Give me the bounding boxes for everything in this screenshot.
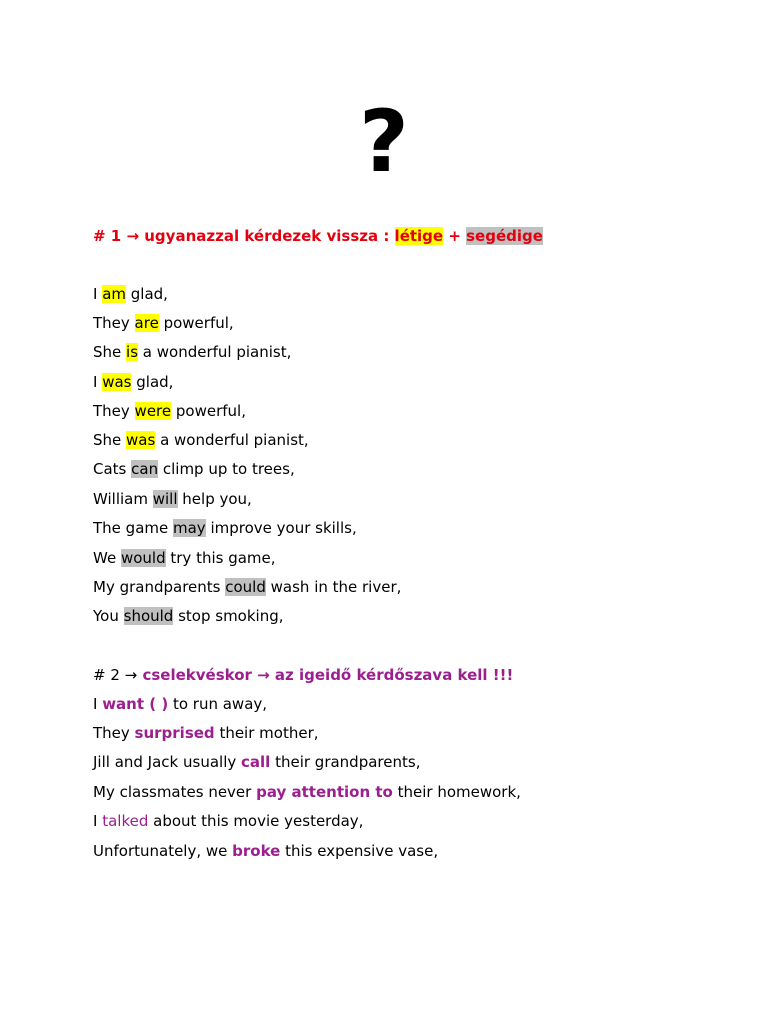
section2-line: [93, 723, 319, 743]
highlighted-verb: will: [152, 490, 178, 508]
line-text: They: [93, 314, 135, 332]
section2-heading-part1: cselekvéskor: [137, 666, 258, 684]
line-text: They: [93, 724, 135, 742]
line-text: I: [93, 812, 103, 830]
line-text: She: [93, 343, 127, 361]
colored-verb: want ( ): [102, 695, 169, 713]
line-text: their mother,: [214, 724, 319, 742]
line-text: glad,: [131, 373, 174, 391]
line-text: try this game,: [165, 549, 276, 567]
section1-line: [93, 548, 276, 568]
highlighted-verb: were: [134, 402, 172, 420]
line-text: stop smoking,: [173, 607, 284, 625]
colored-verb: surprised: [134, 724, 215, 742]
segedige-label: segédige: [466, 227, 543, 245]
line-text: My classmates never: [93, 783, 257, 801]
highlighted-verb: was: [126, 431, 156, 449]
section1-line: [93, 518, 357, 538]
colored-verb: pay attention to: [256, 783, 393, 801]
section2-heading-prefix: # 2: [93, 666, 125, 684]
line-text: improve your skills,: [205, 519, 357, 537]
highlighted-verb: am: [102, 285, 127, 303]
section1-line: [93, 459, 295, 479]
line-text: wash in the river,: [265, 578, 402, 596]
highlighted-verb: should: [123, 607, 174, 625]
page-title: ?: [359, 92, 409, 192]
section1-line: [93, 342, 291, 362]
line-text: I: [93, 373, 103, 391]
arrow-right-icon: →: [124, 666, 138, 684]
letige-label: létige: [394, 227, 444, 245]
section1-line: [93, 606, 284, 626]
line-text: I: [93, 695, 103, 713]
arrow-right-icon: →: [126, 227, 140, 245]
line-text: The game: [93, 519, 173, 537]
colored-verb: broke: [232, 842, 281, 860]
highlighted-verb: is: [126, 343, 139, 361]
line-text: this expensive vase,: [280, 842, 439, 860]
line-text: to run away,: [168, 695, 268, 713]
colored-verb: call: [241, 753, 271, 771]
line-text: powerful,: [171, 402, 246, 420]
section2-heading-part2: az igeidő kérdőszava kell !!!: [269, 666, 514, 684]
line-text: I: [93, 285, 103, 303]
line-text: They: [93, 402, 135, 420]
section1-line: [93, 313, 234, 333]
line-text: Cats: [93, 460, 132, 478]
section1-line: [93, 372, 173, 392]
line-text: She: [93, 431, 127, 449]
section2-line: [93, 752, 420, 772]
line-text: Unfortunately, we: [93, 842, 233, 860]
section2-line: [93, 811, 363, 831]
section2-heading: [93, 665, 513, 685]
section2-line: [93, 782, 521, 802]
line-text: their grandparents,: [270, 753, 421, 771]
line-text: powerful,: [158, 314, 234, 332]
line-text: My grandparents: [93, 578, 226, 596]
line-text: their homework,: [392, 783, 521, 801]
highlighted-verb: was: [102, 373, 132, 391]
section2-line: [93, 841, 438, 861]
highlighted-verb: could: [225, 578, 266, 596]
line-text: Jill and Jack usually: [93, 753, 242, 771]
line-text: help you,: [177, 490, 252, 508]
colored-verb: talked: [102, 812, 149, 830]
section1-line: [93, 284, 168, 304]
arrow-right-icon: →: [257, 666, 270, 684]
section1-line: [93, 489, 252, 509]
highlighted-verb: can: [131, 460, 159, 478]
line-text: glad,: [126, 285, 168, 303]
line-text: William: [93, 490, 153, 508]
section1-line: [93, 401, 246, 421]
line-text: a wonderful pianist,: [155, 431, 309, 449]
section1-heading-text: ugyanazzal kérdezek vissza :: [139, 227, 395, 245]
highlighted-verb: may: [173, 519, 206, 537]
section1-heading: [93, 226, 543, 246]
plus-sign: +: [443, 227, 467, 245]
highlighted-verb: would: [120, 549, 166, 567]
line-text: a wonderful pianist,: [138, 343, 292, 361]
line-text: You: [93, 607, 124, 625]
section1-heading-prefix: # 1: [93, 227, 127, 245]
line-text: We: [93, 549, 121, 567]
line-text: about this movie yesterday,: [148, 812, 364, 830]
line-text: climp up to trees,: [158, 460, 295, 478]
section2-line: [93, 694, 267, 714]
highlighted-verb: are: [134, 314, 159, 332]
section1-line: [93, 577, 401, 597]
section1-line: [93, 430, 309, 450]
